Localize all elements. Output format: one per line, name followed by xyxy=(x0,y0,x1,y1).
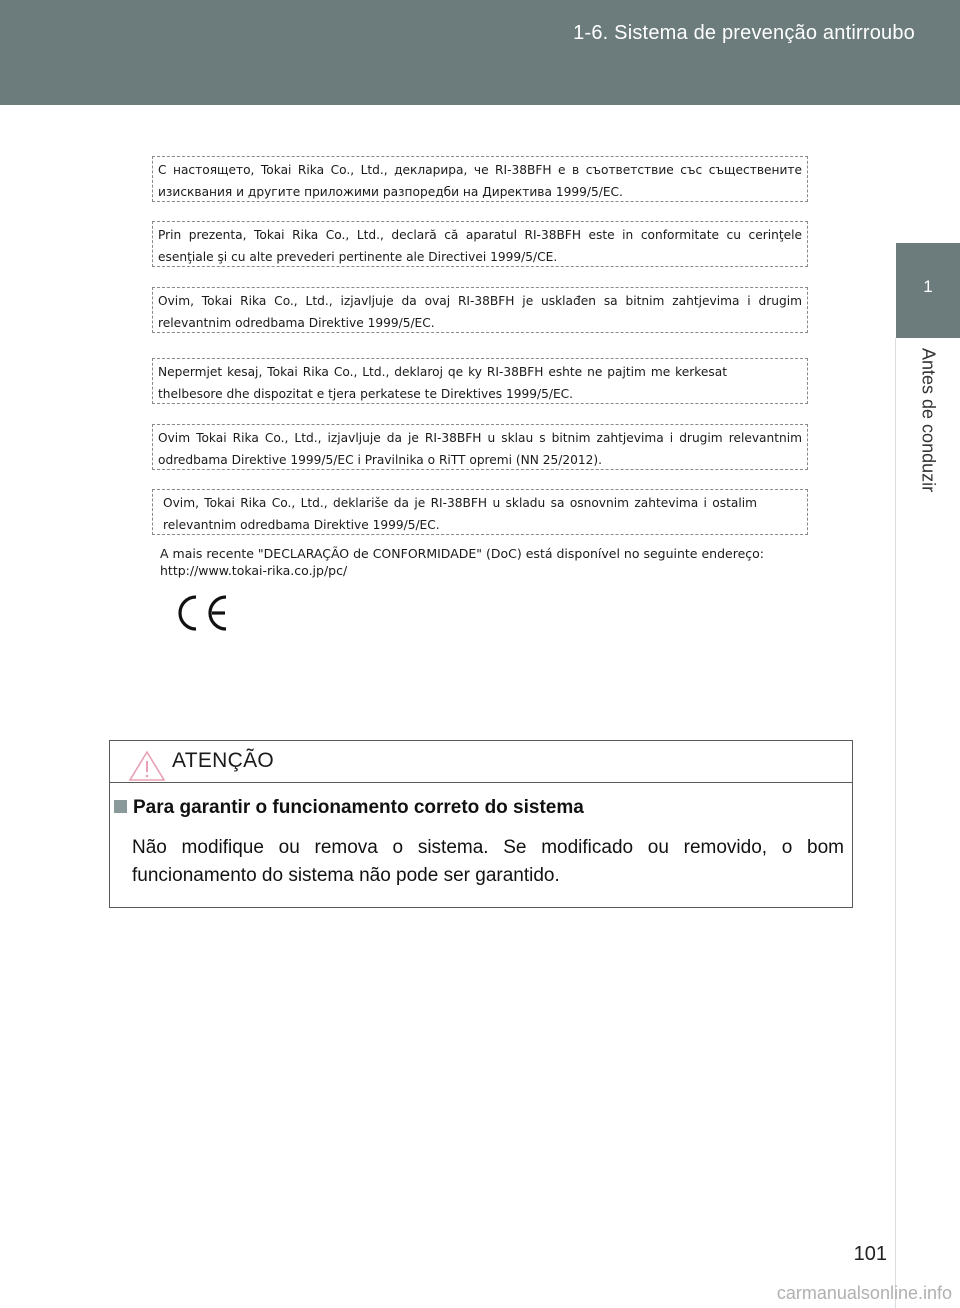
declaration-text: Prin prezenta, Tokai Rika Co., Ltd., declară că aparatul RI-38BFH este in conformitate cu cerinţele esenţiale şi cu alte prevederi pertinente ale Directivei 1999/5/CE. xyxy=(158,228,802,264)
chapter-label: Antes de conduzir xyxy=(918,348,939,493)
caution-subtitle-text: Para garantir o funcionamento correto do sistema xyxy=(133,797,584,818)
section-title: 1-6. Sistema de prevenção antirroubo xyxy=(573,22,915,44)
doc-note-text: A mais recente "DECLARAÇÃO de CONFORMIDADE" (DoC) está disponível no seguinte endereço: xyxy=(160,546,764,561)
caution-body: Não modifique ou remova o sistema. Se modificado ou removido, o bom funcionamento do sistema não pode ser garantido. xyxy=(132,837,844,886)
declaration-romanian xyxy=(152,221,808,267)
page-header xyxy=(0,0,960,105)
declaration-albanian xyxy=(152,358,808,404)
doc-url: http://www.tokai-rika.co.jp/pc/ xyxy=(160,563,348,578)
caution-title: ATENÇÃO xyxy=(172,749,275,772)
doc-availability-note xyxy=(160,545,820,579)
declaration-text: Ovim Tokai Rika Co., Ltd., izjavljuje da je RI-38BFH u sklau s bitnim zahtjevima i drugim relevantnim odredbama Direktive 1999/5/EC i Pravilnika o RiTT opremi (NN 25/2012). xyxy=(158,431,802,467)
declaration-text: Nepermjet kesaj, Tokai Rika Co., Ltd., deklaroj qe ky RI-38BFH eshte ne pajtim me kerkesat thelbesore dhe dispozitat e tjera perkatese te Direktives 1999/5/EC. xyxy=(158,365,727,401)
caution-subtitle xyxy=(114,797,584,819)
watermark: carmanualsonline.info xyxy=(776,1283,952,1303)
declaration-croatian xyxy=(152,424,808,470)
declaration-bosnian xyxy=(152,287,808,333)
declaration-text: С настоящето, Tokai Rika Co., Ltd., декларира, че RI-38BFH е в съответствие със съществените изисквания и другите приложими разпоредби на Директива 1999/5/ЕС. xyxy=(158,163,802,199)
chapter-label-strip xyxy=(895,338,960,1308)
caution-header xyxy=(110,741,852,783)
chapter-number: 1 xyxy=(923,277,933,296)
declaration-bulgarian xyxy=(152,156,808,202)
ce-mark-icon xyxy=(172,593,230,633)
caution-box xyxy=(109,740,853,908)
page-number: 101 xyxy=(853,1243,887,1265)
declaration-text: Ovim, Tokai Rika Co., Ltd., deklariše da je RI-38BFH u skladu sa osnovnim zahtevima i ostalim relevantnim odredbama Direktive 1999/5/EC. xyxy=(163,496,757,532)
declaration-text: Ovim, Tokai Rika Co., Ltd., izjavljuje da ovaj RI-38BFH je usklađen sa bitnim zahtjevima i drugim relevantnim odredbama Direktive 1999/5/EC. xyxy=(158,294,802,330)
square-bullet-icon xyxy=(114,800,127,813)
declaration-serbian xyxy=(152,489,808,535)
warning-triangle-icon xyxy=(128,750,166,782)
chapter-tab xyxy=(896,243,960,338)
